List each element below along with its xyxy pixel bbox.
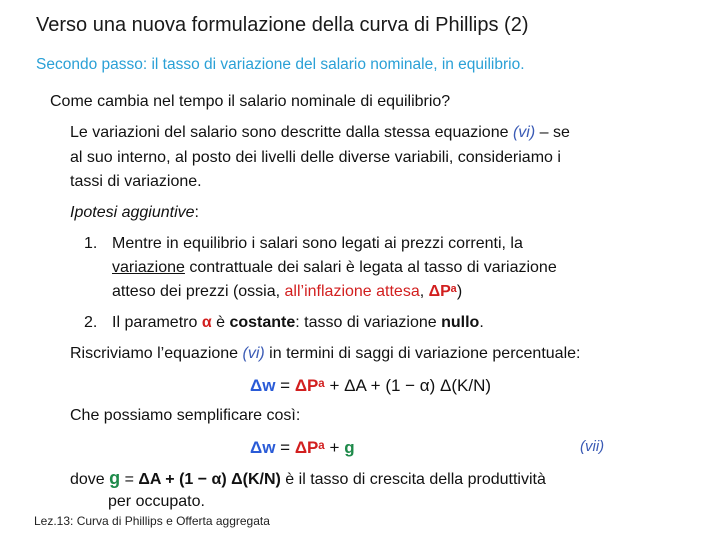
dove-b: = xyxy=(120,471,139,488)
dove-c: è il tasso di crescita della produttività xyxy=(280,471,546,488)
para1-line3: tassi di variazione. xyxy=(70,173,202,190)
eq2-g: g xyxy=(344,438,355,457)
eq2-lhs: Δw xyxy=(250,438,276,457)
equation-2 xyxy=(250,438,355,458)
para1-text-a: Le variazioni del salario sono descritte dalla stessa equazione xyxy=(70,124,513,141)
item2-a: Il parametro xyxy=(112,314,202,331)
eq2-plus: + xyxy=(324,438,345,457)
equation-1 xyxy=(250,376,491,396)
equation-tag-vii: (vii) xyxy=(580,438,605,455)
ipotesi-heading xyxy=(70,204,199,222)
eq2-equals: = xyxy=(275,438,295,457)
dove-line2: per occupato. xyxy=(108,493,205,510)
riscriviamo-line xyxy=(70,345,580,363)
equation-ref-vi: (vi) xyxy=(512,124,536,141)
item1-line3-a: atteso dei prezzi (ossia, xyxy=(112,283,285,300)
eq1-equals: = xyxy=(275,376,295,395)
slide-subtitle: Secondo passo: il tasso di variazione del salario nominale, in equilibrio. xyxy=(36,56,525,73)
ipotesi-label: Ipotesi aggiuntive xyxy=(70,204,195,221)
footer-text: Lez.13: Curva di Phillips e Offerta aggregata xyxy=(34,514,270,528)
dove-line xyxy=(70,468,546,489)
eq1-rest: + ΔA + (1 − α) Δ(K/N) xyxy=(324,376,492,395)
item1-line3 xyxy=(112,283,462,301)
item2-c: : tasso di variazione xyxy=(295,314,442,331)
para1-line1 xyxy=(70,124,570,142)
item2-line xyxy=(112,314,484,332)
item1-number: 1. xyxy=(84,235,98,252)
costante-bold: costante xyxy=(229,314,296,331)
item1-comma: , xyxy=(419,283,429,300)
question-text: Come cambia nel tempo il salario nominale di equilibrio? xyxy=(50,93,451,110)
nullo-bold: nullo xyxy=(441,314,480,331)
expected-price-change-symbol: ΔPᵃ xyxy=(428,283,457,300)
dove-g: g xyxy=(109,468,121,488)
item1-close: ) xyxy=(456,283,463,300)
dove-a: dove xyxy=(70,471,110,488)
alpha-symbol: α xyxy=(201,314,212,331)
eq1-lhs: Δw xyxy=(250,376,276,395)
riscriviamo-a: Riscriviamo l’equazione xyxy=(70,345,243,362)
variazione-underlined: variazione xyxy=(112,259,185,276)
item2-d: . xyxy=(479,314,484,331)
item1-line2-rest: contrattuale dei salari è legata al tasso di variazione xyxy=(184,259,557,276)
eq1-dpa: ΔPᵃ xyxy=(294,376,325,395)
inflazione-attesa: all’inflazione attesa xyxy=(284,283,420,300)
slide-title: Verso una nuova formulazione della curva di Phillips (2) xyxy=(36,14,529,36)
item2-number: 2. xyxy=(84,314,98,331)
ipotesi-colon: : xyxy=(194,204,199,221)
eq2-dpa: ΔPᵃ xyxy=(294,438,325,457)
semplificare-text: Che possiamo semplificare così: xyxy=(70,407,301,424)
riscriviamo-b: in termini di saggi di variazione percentuale: xyxy=(264,345,581,362)
para1-text-b: – se xyxy=(535,124,570,141)
para1-line2: al suo interno, al posto dei livelli delle diverse variabili, consideriamo i xyxy=(70,149,561,166)
item2-b: è xyxy=(211,314,230,331)
equation-ref-vi-2: (vi) xyxy=(242,345,265,362)
item1-line1: Mentre in equilibrio i salari sono legati ai prezzi correnti, la xyxy=(112,235,523,252)
productivity-formula: ΔA + (1 − α) Δ(K/N) xyxy=(138,471,281,488)
item1-line2 xyxy=(112,259,557,277)
